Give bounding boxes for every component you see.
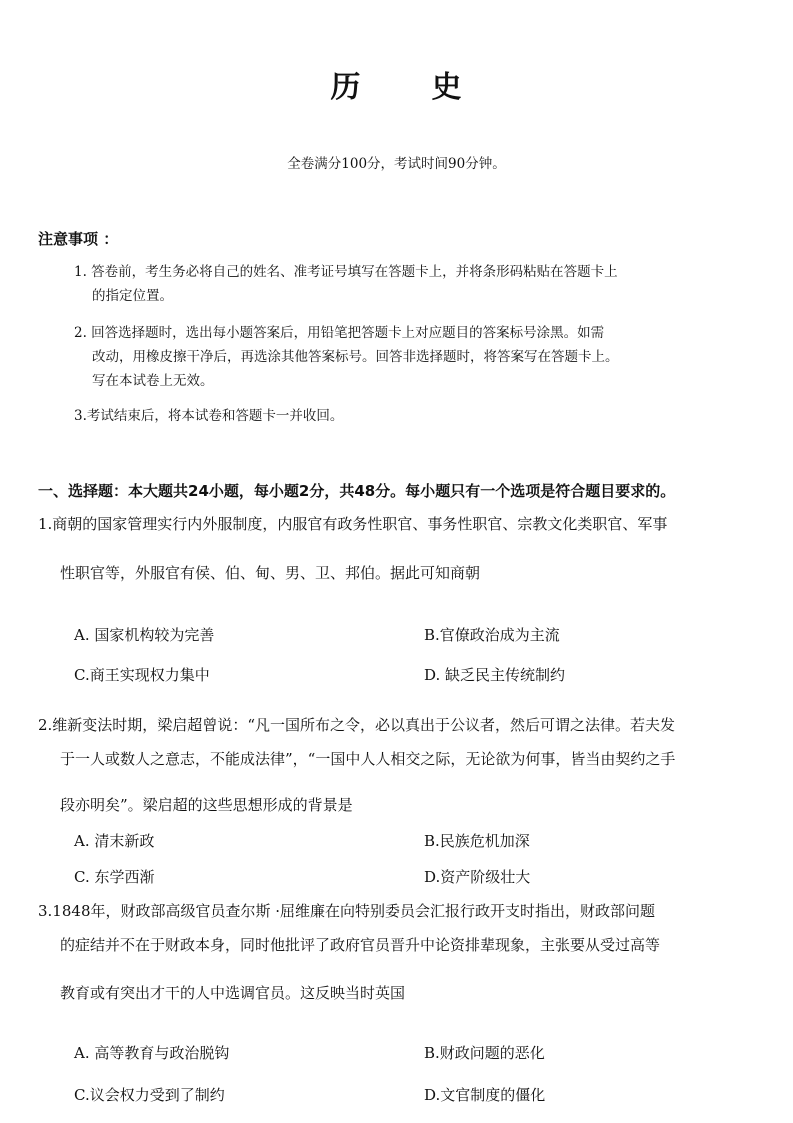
question-3-text: 的症结并不在于财政本身，同时他批评了政府官员晋升中论资排辈现象，主张要从受过高等 bbox=[60, 936, 661, 954]
question-2-text: 2.维新变法时期，梁启超曾说：“凡一国所布之令，必以真出于公议者，然后可谓之法律。若夫发 bbox=[38, 716, 675, 734]
notice-item-line: 改动，用橡皮擦干净后，再选涂其他答案标号。回答非选择题时，将答案写在答题卡上。 bbox=[92, 349, 619, 365]
section-heading: 一、选择题：本大题共24小题，每小题2分，共48分。每小题只有一个选项是符合题目要求的。 bbox=[38, 482, 676, 500]
question-3-option-b: B.财政问题的恶化 bbox=[424, 1044, 545, 1062]
notice-item-line: 2. 回答选择题时，选出每小题答案后，用铅笔把答题卡上对应题目的答案标号涂黑。如需 bbox=[74, 325, 605, 341]
question-1-option-a: A. 国家机构较为完善 bbox=[74, 626, 215, 644]
notice-item-2 bbox=[74, 321, 619, 393]
notice-item-line: 1. 答卷前，考生务必将自己的姓名、准考证号填写在答题卡上，并将条形码粘贴在答题卡上 bbox=[74, 264, 618, 280]
question-2-text: 段亦明矣”。梁启超的这些思想形成的背景是 bbox=[60, 796, 353, 814]
notice-heading: 注意事项 ： bbox=[38, 230, 119, 248]
question-2-text: 于一人或数人之意志，不能成法律”，“一国中人人相交之际，无论欲为何事，皆当由契约之手 bbox=[60, 750, 676, 768]
question-3-text: 教育或有突出才干的人中选调官员。这反映当时英国 bbox=[60, 984, 406, 1002]
page-title bbox=[0, 62, 793, 106]
question-1-option-d: D. 缺乏民主传统制约 bbox=[424, 666, 566, 684]
question-2-option-a: A. 清末新政 bbox=[74, 832, 155, 850]
title-char-left: 历 bbox=[330, 70, 362, 105]
question-3-option-d: D.文官制度的僵化 bbox=[424, 1086, 546, 1104]
question-2-option-c: C. 东学西渐 bbox=[74, 868, 155, 886]
question-3-option-c: C.议会权力受到了制约 bbox=[74, 1086, 225, 1104]
notice-item-3 bbox=[74, 404, 343, 428]
question-2-option-b: B.民族危机加深 bbox=[424, 832, 530, 850]
question-1-text: 1.商朝的国家管理实行内外服制度，内服官有政务性职官、事务性职官、宗教文化类职官、军事 bbox=[38, 515, 668, 533]
question-3-text: 3.1848年，财政部高级官员查尔斯 ·屈维廉在向特别委员会汇报行政开支时指出，财政部问题 bbox=[38, 902, 656, 920]
notice-item-line: 3.考试结束后，将本试卷和答题卡一并收回。 bbox=[74, 408, 344, 424]
question-1-option-b: B.官僚政治成为主流 bbox=[424, 626, 560, 644]
question-1-option-c: C.商王实现权力集中 bbox=[74, 666, 210, 684]
title-char-right: 史 bbox=[431, 70, 463, 105]
question-3-option-a: A. 高等教育与政治脱钩 bbox=[74, 1044, 230, 1062]
exam-info: 全卷满分100分，考试时间90分钟。 bbox=[287, 156, 506, 172]
question-1-text: 性职官等，外服官有侯、伯、甸、男、卫、邦伯。据此可知商朝 bbox=[60, 564, 481, 582]
question-2-option-d: D.资产阶级壮大 bbox=[424, 868, 531, 886]
notice-item-1 bbox=[74, 260, 618, 308]
notice-item-line: 的指定位置。 bbox=[92, 288, 173, 304]
notice-item-line: 写在本试卷上无效。 bbox=[92, 373, 214, 389]
